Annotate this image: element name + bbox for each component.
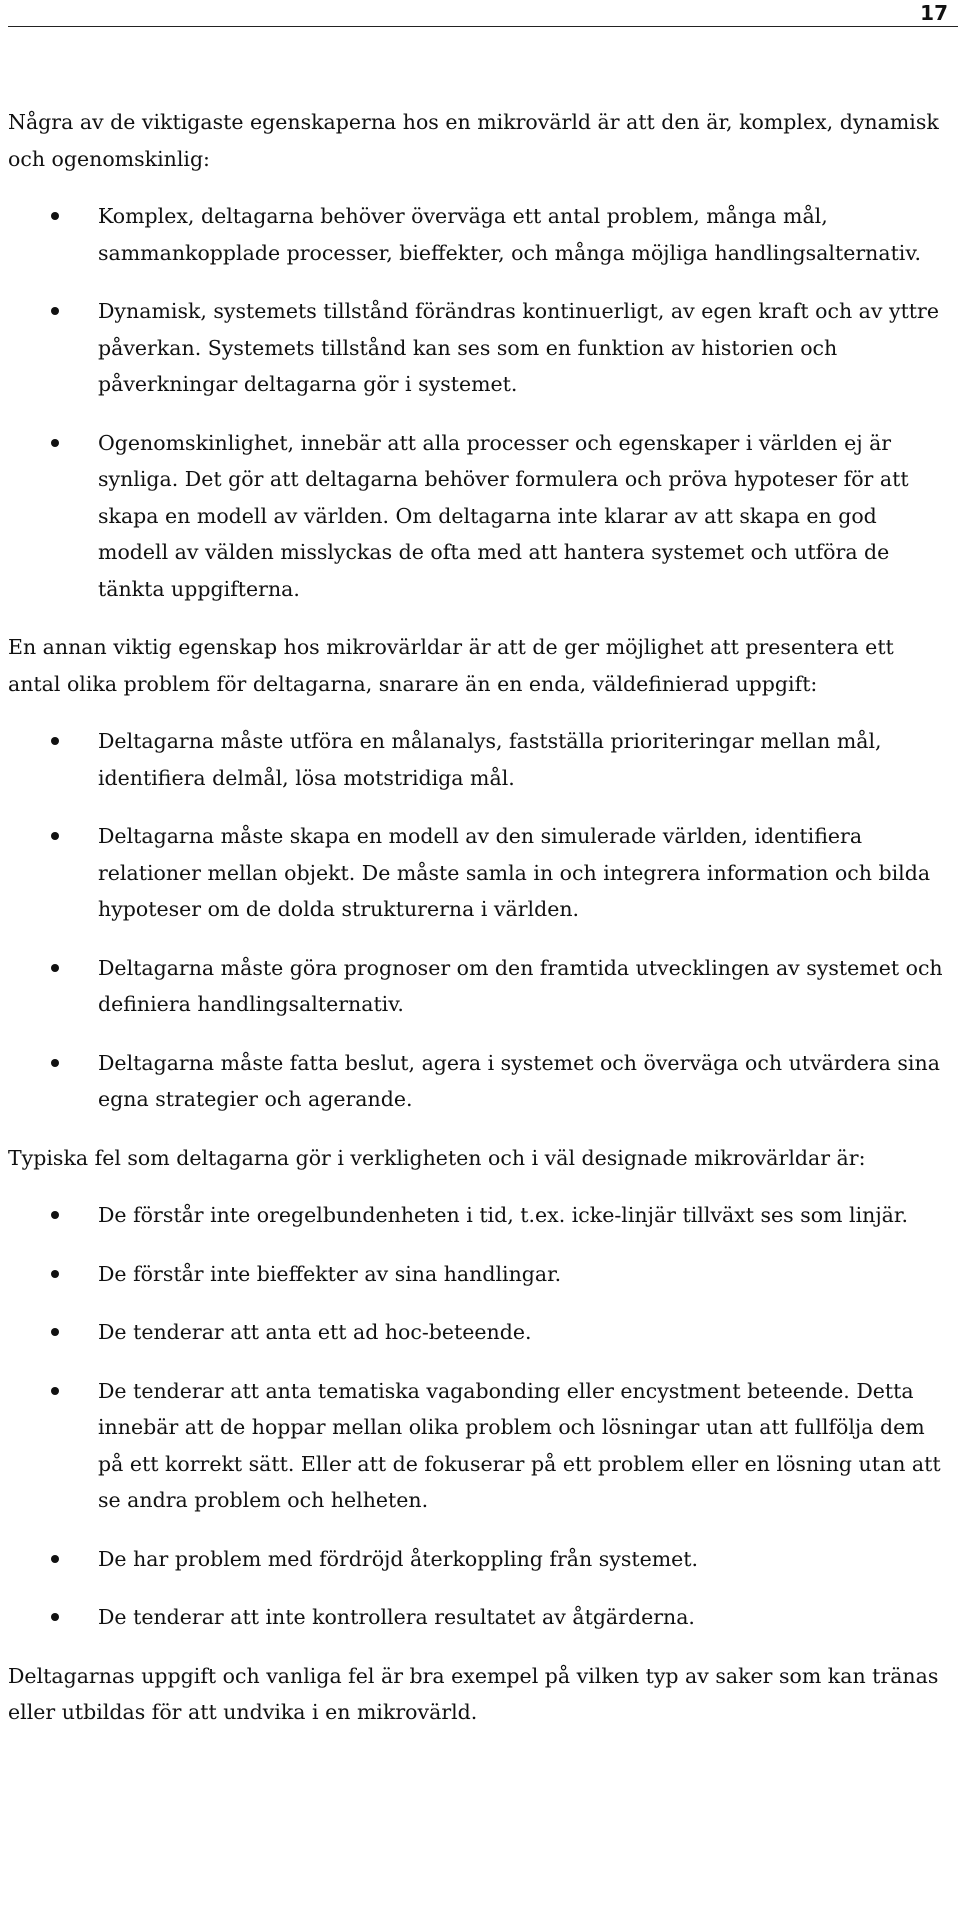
bullet-icon — [51, 1059, 59, 1067]
list-item-text: De förstår inte oregelbundenheten i tid, t.ex. icke-linjär tillväxt ses som linjär. — [98, 1203, 908, 1227]
list-item-text: Deltagarna måste skapa en modell av den simulerade världen, identifiera relationer mellan objekt. De måste samla in och integrera information och bilda hypoteser om de dolda strukturerna i världen. — [98, 824, 931, 921]
list-item — [8, 425, 948, 608]
list-item — [8, 198, 948, 271]
bullet-icon — [51, 1613, 59, 1621]
list-item — [8, 1256, 948, 1293]
bullet-icon — [51, 737, 59, 745]
bullet-list — [8, 723, 948, 1118]
document-body — [8, 104, 948, 1752]
list-item-text: De har problem med fördröjd återkoppling från systemet. — [98, 1546, 699, 1571]
bullet-icon — [51, 1328, 59, 1336]
intro-paragraph: Typiska fel som deltagarna gör i verkligheten och i väl designade mikrovärldar är: — [8, 1145, 866, 1170]
page-number: 17 — [920, 1, 948, 25]
list-item — [8, 818, 948, 928]
list-item — [8, 1314, 948, 1351]
list-item-text: Dynamisk, systemets tillstånd förändras kontinuerligt, av egen kraft och av yttre påverkan. Systemets tillstånd kan ses som en funktion av historien och påverkningar deltagarna gör i systemet. — [98, 299, 939, 396]
list-item — [8, 1045, 948, 1118]
list-item-text: De tenderar att inte kontrollera resultatet av åtgärderna. — [98, 1605, 695, 1629]
bullet-list — [8, 198, 948, 607]
bullet-icon — [51, 832, 59, 840]
list-item-text: De tenderar att anta tematiska vagabonding eller encystment beteende. Detta innebär att de hoppar mellan olika problem och lösningar utan att fullfölja dem på ett korrekt sätt. Eller att de fokuserar på ett problem eller en lösning utan att se andra problem och helheten. — [98, 1378, 941, 1512]
list-item — [8, 1373, 948, 1519]
list-item — [8, 1541, 948, 1578]
bullet-icon — [51, 964, 59, 972]
list-item — [8, 293, 948, 403]
bullet-icon — [51, 307, 59, 315]
list-item — [8, 723, 948, 796]
closing-paragraph: Deltagarnas uppgift och vanliga fel är bra exempel på vilken typ av saker som kan tränas eller utbildas för att undvika i en mikrovärld. — [8, 1663, 939, 1724]
header-rule — [8, 26, 958, 27]
bullet-icon — [51, 212, 59, 220]
list-item — [8, 950, 948, 1023]
bullet-list — [8, 1197, 948, 1636]
list-item-text: Ogenomskinlighet, innebär att alla processer och egenskaper i världen ej är synliga. Det gör att deltagarna behöver formulera och pröva hypoteser för att skapa en modell av världen. Om deltagarna inte klarar av att skapa en god modell av välden misslyckas de ofta med att hantera systemet och utföra de tänkta uppgifterna. — [98, 430, 909, 601]
list-item — [8, 1599, 948, 1636]
list-item-text: Komplex, deltagarna behöver överväga ett antal problem, många mål, sammankopplade processer, bieffekter, och många möjliga handlingsalternativ. — [98, 204, 922, 265]
list-item-text: Deltagarna måste utföra en målanalys, fastställa prioriteringar mellan mål, identifiera delmål, lösa motstridiga mål. — [98, 729, 882, 790]
list-item-text: Deltagarna måste fatta beslut, agera i systemet och överväga och utvärdera sina egna strategier och agerande. — [98, 1050, 940, 1111]
bullet-icon — [51, 1387, 59, 1395]
list-item — [8, 1197, 948, 1234]
list-item-text: De tenderar att anta ett ad hoc-beteende. — [98, 1320, 532, 1344]
intro-paragraph: Några av de viktigaste egenskaperna hos en mikrovärld är att den är, komplex, dynamisk och ogenomskinlig: — [8, 110, 939, 171]
bullet-icon — [51, 1211, 59, 1219]
list-item-text: Deltagarna måste göra prognoser om den framtida utvecklingen av systemet och definiera handlingsalternativ. — [98, 955, 943, 1016]
bullet-icon — [51, 1555, 59, 1563]
intro-paragraph: En annan viktig egenskap hos mikrovärldar är att de ger möjlighet att presentera ett antal olika problem för deltagarna, snarare än en enda, väldefinierad uppgift: — [8, 635, 894, 696]
bullet-icon — [51, 439, 59, 447]
list-item-text: De förstår inte bieffekter av sina handlingar. — [98, 1261, 562, 1286]
bullet-icon — [51, 1270, 59, 1278]
